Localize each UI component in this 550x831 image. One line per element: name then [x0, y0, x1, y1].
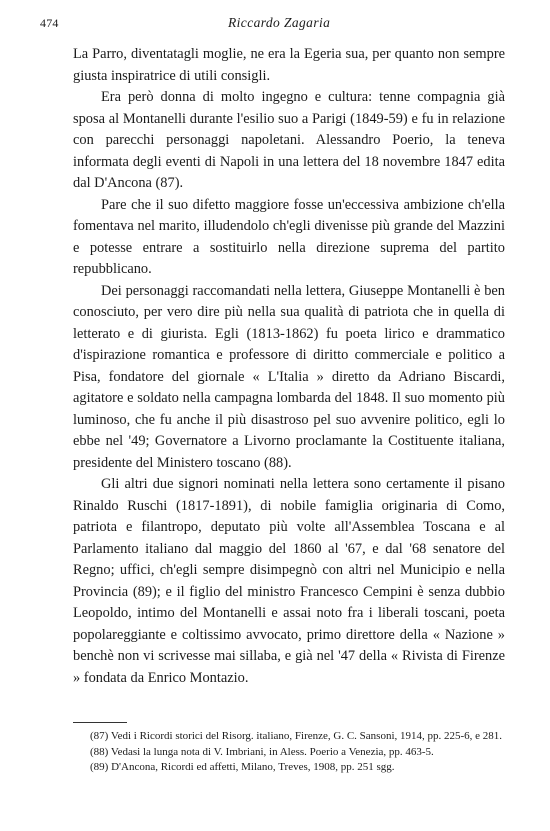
paragraph: La Parro, diventatagli moglie, ne era la Egeria sua, per quanto non sempre giusta inspiratrice di utili consigli.	[73, 46, 505, 84]
footnote: (89) D'Ancona, Ricordi ed affetti, Milano, Treves, 1908, pp. 251 sgg.	[90, 761, 395, 773]
paragraph: Dei personaggi raccomandati nella lettera, Giuseppe Montanelli è ben conosciuto, per vero dire più nella sua qualità di patriota che in quella di letterato e di giurista. Egli (1813-1862) fu poeta lirico e drammatico d'ispirazione romantica e professore di diritto commerciale e politico a Pisa, fondatore del giornale « L'Italia » diretto da Adriano Biscardi, agitatore e soldato nella campagna lombarda del 1848. Il suo momento più luminoso, che fu anche il più disastroso pel suo avvenire politico, egli lo ebbe nel '49; Governatore a Livorno proclamante la Costituente italiana, presidente del Ministero toscano (88).	[73, 282, 505, 471]
page-header	[40, 14, 510, 34]
footnote-divider	[73, 722, 127, 723]
paragraph: Pare che il suo difetto maggiore fosse un'eccessiva ambizione ch'ella fomentava nel marito, illudendolo ch'egli divenisse più grande del Mazzini e potesse entrare a sostituirlo nella direzione suprema del partito repubblicano.	[73, 196, 505, 277]
running-head: Riccardo Zagaria	[228, 15, 331, 30]
footnote: (87) Vedi i Ricordi storici del Risorg. italiano, Firenze, G. C. Sansoni, 1914, pp. 225-6, e 281.	[90, 730, 503, 742]
paragraph: Era però donna di molto ingegno e cultura: tenne compagnia già sposa al Montanelli durante l'esilio suo a Parigi (1849-59) e fu in relazione con parecchi personaggi napoletani. Alessandro Poerio, la teneva informata degli eventi di Napoli in una lettera del 18 novembre 1847 edita dal D'Ancona (87).	[73, 89, 505, 191]
paragraph: Gli altri due signori nominati nella lettera sono certamente il pisano Rinaldo Ruschi (1817-1891), di nobile famiglia originaria di Como, patriota e filantropo, deputato più volte all'Assemblea Toscana e al Parlamento italiano dal maggio del 1860 al '67, e dal '68 senatore del Regno; uffici, ch'egli sempre disimpegnò con altri nel Municipio e nella Provincia (89); e il figlio del ministro Francesco Cempini è senza dubbio Leopoldo, intimo del Montanelli e assai noto fra i liberali toscani, poeta popolareggiante e coltissimo avvocato, primo direttore della « Nazione » benchè non vi scrivesse mai sillaba, e già nel '47 della « Rivista di Firenze » fondata da Enrico Montazio.	[73, 476, 505, 686]
footnotes	[73, 729, 505, 776]
main-text	[73, 44, 505, 689]
footnote: (88) Vedasi la lunga nota di V. Imbriani, in Aless. Poerio a Venezia, pp. 463-5.	[90, 745, 434, 758]
page-number: 474	[40, 16, 59, 30]
